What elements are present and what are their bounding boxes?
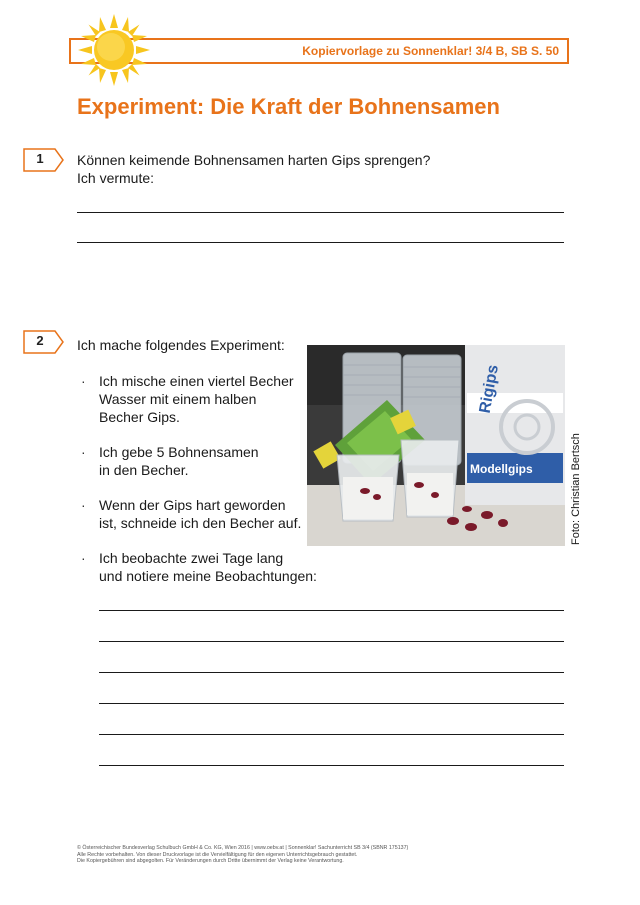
footer-line-2: Alle Rechte vorbehalten. Von dieser Druckvorlage ist die Vervielfältigung für den eigenen Unterrichtsgebrauch gestattet. <box>77 851 358 858</box>
answer-line <box>99 703 564 704</box>
answer-line <box>99 672 564 673</box>
answer-line <box>77 212 564 213</box>
photo-credit: Foto: Christian Bertsch <box>570 433 582 545</box>
answer-line <box>99 765 564 766</box>
task-2-number: 2 <box>36 333 44 348</box>
task-1-number: 1 <box>36 151 44 166</box>
bag-brand-text: Rigips <box>476 363 502 415</box>
footer <box>77 845 408 865</box>
sun-icon <box>78 14 150 86</box>
footer-line-1: © Österreichischer Bundesverlag Schulbuch GmbH & Co. KG, Wien 2016 | www.oebv.at | Sonnenklar! Sachunterricht SB 3/4 (SBNR 175137) <box>77 845 409 851</box>
step-4-line-1: Ich beobachte zwei Tage lang <box>99 550 284 566</box>
step-1-line-2: Wasser mit einem halben <box>99 391 257 407</box>
header-label: Kopiervorlage zu Sonnenklar! 3/4 B, SB S. 50 <box>302 44 559 58</box>
page-title: Experiment: Die Kraft der Bohnensamen <box>77 94 500 119</box>
answer-line <box>77 242 564 243</box>
step-2-line-1: Ich gebe 5 Bohnensamen <box>99 444 259 460</box>
step-1-line-3: Becher Gips. <box>99 409 180 425</box>
experiment-photo <box>307 345 565 546</box>
footer-line-3: Die Kopiergebühren sind abgegolten. Für Veränderungen durch Dritte übernimmt der Verlag keine Verantwortung. <box>77 858 344 864</box>
step-3-line-2: ist, schneide ich den Becher auf. <box>99 515 302 531</box>
answer-line <box>99 610 564 611</box>
bullet-dot: · <box>81 550 86 566</box>
answer-line <box>99 734 564 735</box>
bag-label-text: Modellgips <box>470 462 533 476</box>
bullet-dot: · <box>81 373 86 389</box>
bullet-dot: · <box>81 497 86 513</box>
step-2-line-2: in den Becher. <box>99 462 189 478</box>
step-3-line-1: Wenn der Gips hart geworden <box>99 497 286 513</box>
task-2-number-tag <box>23 330 65 354</box>
step-4-line-2: und notiere meine Beobachtungen: <box>99 568 317 584</box>
step-1-line-1: Ich mische einen viertel Becher <box>99 373 294 389</box>
task-1-question: Können keimende Bohnensamen harten Gips sprengen? <box>77 152 431 168</box>
task-2-intro: Ich mache folgendes Experiment: <box>77 337 285 353</box>
answer-line <box>99 641 564 642</box>
bullet-dot: · <box>81 444 86 460</box>
task-1-prompt: Ich vermute: <box>77 170 155 186</box>
task-1-number-tag <box>23 148 65 172</box>
